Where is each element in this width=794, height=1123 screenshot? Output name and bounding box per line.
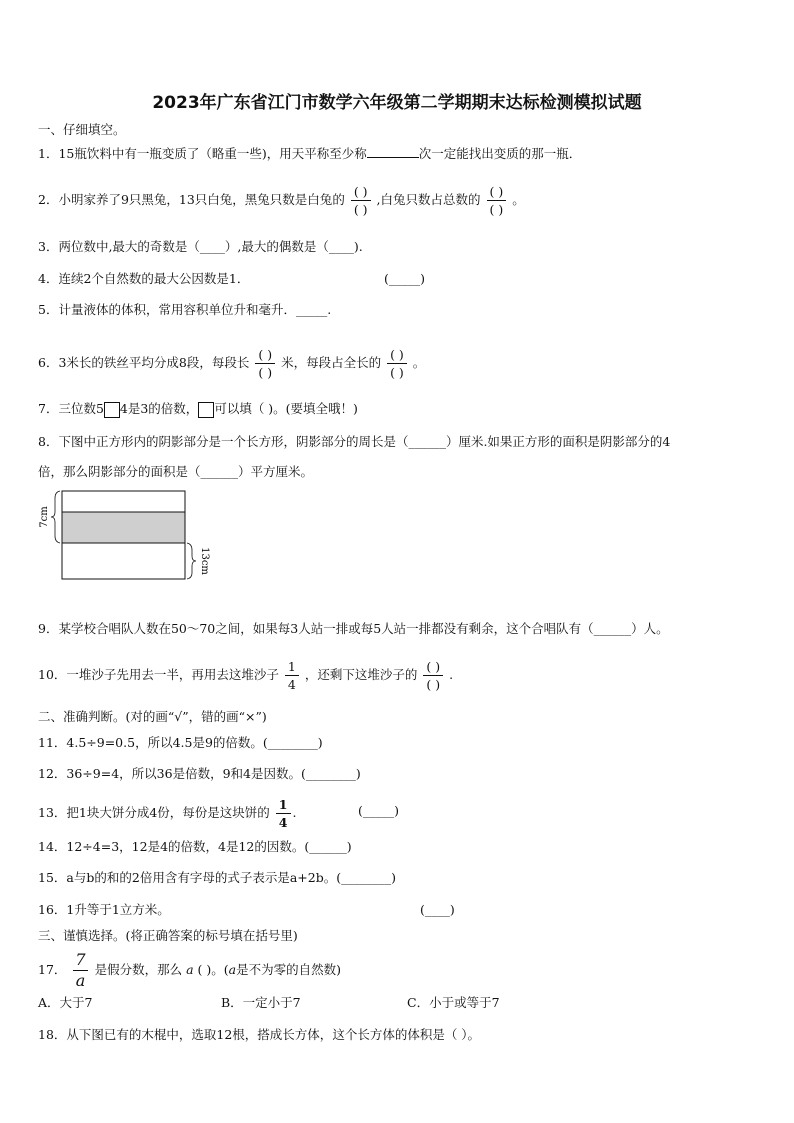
question-4 [38, 269, 774, 289]
q17-text-b: 是假分数，那么 [94, 962, 183, 977]
square-diagram [32, 488, 212, 583]
q10-text-c: . [449, 667, 454, 682]
question-9: 9．某学校合唱队人数在50～70之间，如果每3人站一排或每5人站一排都没有剩余，这个合唱队有（______）人。 [38, 621, 669, 636]
q4-text: 4．连续2个自然数的最大公因数是1． [38, 271, 250, 286]
shaded-rectangle [62, 512, 185, 543]
q10-text-a: 10．一堆沙子先用去一半，再用去这堆沙子 [38, 667, 279, 682]
question-2 [38, 180, 774, 220]
brace-right [187, 543, 196, 579]
question-12: 12．36÷9=4，所以36是倍数，9和4是因数。(________) [38, 766, 361, 781]
q13-answer-paren[interactable]: (_____) [358, 803, 400, 818]
q13-frac-num: 1 [278, 797, 288, 812]
q6-frac2-den: ( ) [387, 363, 407, 381]
q10-frac2-num: ( ) [426, 659, 441, 674]
question-5: 5．计量液体的体积，常用容积单位升和毫升．_____. [38, 302, 332, 317]
q10-frac2-den: ( ) [423, 675, 443, 693]
section-heading-choice: 三、谨慎选择。(将正确答案的标号填在括号里) [38, 928, 298, 943]
q17-var-a2: a [228, 962, 237, 977]
q7-digit-box-ref [198, 402, 214, 418]
q2-frac2-den: ( ) [487, 200, 507, 218]
q2-text-b: ,白兔只数占总数的 [376, 192, 481, 207]
q6-text-c: 。 [412, 355, 426, 370]
q6-fraction-1[interactable] [255, 346, 275, 381]
q17-fraction [72, 950, 88, 991]
question-16 [38, 900, 774, 920]
q13-text-a: 13．把1块大饼分成4份，每份是这块饼的 [38, 805, 270, 820]
label-7cm: 7cm [39, 506, 50, 528]
section-heading-judge: 二、准确判断。(对的画“√”，错的画“×”) [38, 709, 267, 724]
question-17 [38, 950, 774, 990]
brace-left [51, 491, 60, 543]
question-8-line1: 8．下图中正方形内的阴影部分是一个长方形，阴影部分的周长是（______）厘米.如果正方形的面积是阴影部分的4 [38, 434, 671, 449]
question-8-line2: 倍，那么阴影部分的面积是（______）平方厘米。 [38, 464, 314, 479]
q17-text-a: 17． [38, 962, 67, 977]
q6-frac1-num: ( ) [258, 347, 273, 362]
question-15: 15．a与b的和的2倍用含有字母的式子表示是a+2b。(________) [38, 870, 396, 885]
q2-text-a: 2．小明家养了9只黑兔，13只白兔，黑兔只数是白兔的 [38, 192, 345, 207]
q7-text-b: 4是3的倍数， [119, 401, 199, 416]
q6-frac2-num: ( ) [390, 347, 404, 362]
q7-digit-box[interactable] [104, 402, 120, 418]
q10-frac1-den: 4 [285, 675, 299, 693]
q1-text-b: 次一定能找出变质的那一瓶． [418, 146, 582, 161]
question-3: 3．两位数中,最大的奇数是（____）,最大的偶数是（____). [38, 239, 363, 254]
q7-text-c: 可以填（ )。(要填全哦！) [214, 401, 358, 416]
q2-fraction-1[interactable] [351, 183, 371, 218]
option-b[interactable]: B．一定小于7 [221, 995, 301, 1010]
q2-frac2-num: ( ) [489, 184, 504, 199]
q2-frac1-num: ( ) [353, 184, 368, 199]
q4-answer-paren[interactable]: (_____) [384, 271, 426, 286]
question-11: 11．4.5÷9=0.5，所以4.5是9的倍数。(________) [38, 735, 323, 750]
q2-fraction-2[interactable] [487, 183, 507, 218]
section-heading-fill: 一、仔细填空。 [38, 122, 126, 137]
q10-fraction-answer[interactable] [423, 658, 443, 693]
q6-text-a: 6．3米长的铁丝平均分成8段，每段长 [38, 355, 250, 370]
q13-text-b: . [292, 805, 297, 820]
q17-var-a: a [186, 962, 194, 977]
question-18: 18．从下图已有的木棍中，选取12根，搭成长方体，这个长方体的体积是（ ）。 [38, 1027, 481, 1042]
page-title: 2023年广东省江门市数学六年级第二学期期末达标检测模拟试题 [152, 93, 642, 113]
question-6 [38, 343, 774, 383]
q13-fraction-quarter [276, 796, 291, 831]
question-13 [38, 796, 774, 830]
q2-frac1-den: ( ) [351, 200, 371, 218]
q1-text-a: 1．15瓶饮料中有一瓶变质了（略重一些)，用天平称至少称 [38, 146, 367, 161]
q10-text-b: ，还剩下这堆沙子的 [304, 667, 418, 682]
label-13cm: 13cm [199, 547, 210, 575]
q6-frac1-den: ( ) [255, 363, 275, 381]
q6-text-b: 米，每段占全长的 [281, 355, 382, 370]
q16-text: 16．1升等于1立方米。 [38, 902, 170, 917]
question-14: 14．12÷4=3，12是4的倍数，4是12的因数。(______) [38, 839, 352, 854]
question-1 [38, 144, 774, 164]
question-10 [38, 655, 774, 695]
q13-frac-den: 4 [276, 813, 291, 831]
q10-fraction-quarter [285, 658, 299, 693]
q16-answer-paren[interactable]: (____) [420, 902, 455, 917]
option-c[interactable]: C．小于或等于7 [407, 995, 500, 1010]
q2-text-c: 。 [512, 192, 525, 207]
q17-text-c: ( )。( [197, 962, 229, 977]
q7-text-a: 7．三位数5 [38, 401, 104, 416]
q10-frac1-num: 1 [287, 659, 296, 674]
option-a[interactable]: A．大于7 [38, 995, 93, 1010]
q17-text-d: 是不为零的自然数) [236, 962, 341, 977]
q17-frac-den: a [73, 970, 89, 991]
q1-blank[interactable] [367, 145, 419, 158]
q17-frac-num: 7 [75, 950, 86, 969]
question-7 [38, 399, 774, 419]
q6-fraction-2[interactable] [387, 346, 407, 381]
